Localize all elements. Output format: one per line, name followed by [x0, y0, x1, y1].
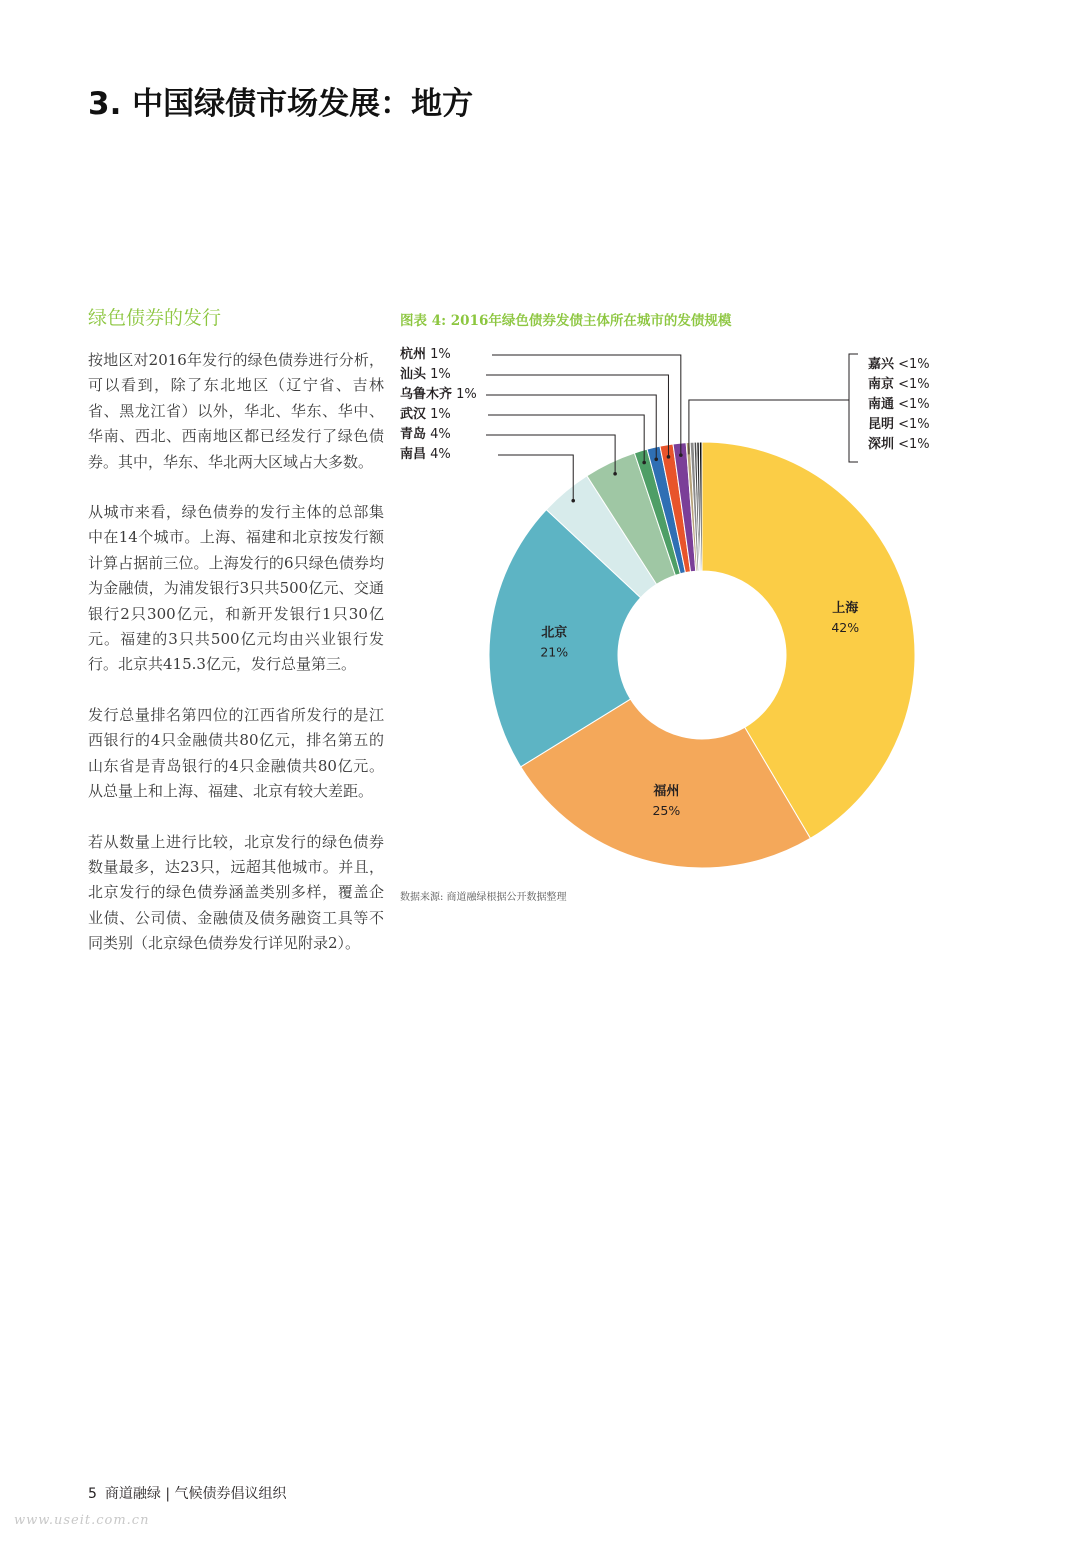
callout-right-12	[868, 415, 930, 435]
callout-left-5	[400, 405, 451, 425]
callout-left-6	[400, 385, 477, 405]
leader-dot-8	[679, 453, 683, 457]
callout-left-8	[400, 345, 451, 365]
slice-label-value-1: 25%	[652, 803, 681, 819]
leader-dot-4	[613, 472, 617, 476]
callout-value: <1%	[894, 397, 930, 412]
callout-name: 南通	[868, 397, 895, 412]
right-callout-bracket	[849, 354, 858, 462]
paragraph-quantity: 若从数量上进行比较，北京发行的绿色债券数量最多，达23只，远超其他城市。并且，北京发行的绿色债券涵盖类别多样，覆盖企业债、公司债、金融债及债务融资工具等不同类别（北京绿色债券发行详见附录2）。	[88, 832, 384, 953]
watermark: www.useit.com.cn	[14, 1513, 150, 1528]
callout-left-3	[400, 445, 451, 465]
page-number: 5	[88, 1486, 97, 1502]
slice-label-name-1: 福州	[653, 784, 680, 800]
leader-line-8	[492, 355, 681, 455]
leader-line-6	[486, 395, 656, 459]
slice-label-name-2: 北京	[541, 625, 568, 641]
callout-value: 1%	[426, 407, 451, 422]
callout-value: 1%	[426, 367, 451, 382]
callout-name: 乌鲁木齐	[400, 387, 453, 402]
page-title: 3. 中国绿债市场发展：地方	[88, 86, 474, 122]
callout-left-7	[400, 365, 451, 385]
callout-value: 4%	[426, 427, 451, 442]
footer-text: 商道融绿 | 气候债券倡议组织	[104, 1486, 287, 1502]
callout-right-11	[868, 395, 930, 415]
slice-label-value-2: 21%	[540, 644, 569, 660]
callout-name: 深圳	[868, 437, 895, 452]
slice-label-value-0: 42%	[831, 619, 860, 635]
callout-name: 南昌	[400, 447, 427, 462]
leader-dot-5	[642, 461, 646, 465]
slice-label-name-0: 上海	[832, 600, 859, 616]
leader-dot-7	[667, 455, 671, 459]
leader-line-3	[498, 455, 573, 501]
callout-name: 武汉	[400, 407, 427, 422]
callout-name: 南京	[868, 377, 895, 392]
callout-value: 4%	[426, 447, 451, 462]
callout-name: 青岛	[400, 427, 427, 442]
paragraph-city-analysis: 从城市来看，绿色债券的发行主体的总部集中在14个城市。上海、福建和北京按发行额计算占据前三位。上海发行的6只绿色债券均为金融债，为浦发银行3只共500亿元、交通银行2只300亿元，和新开发银行1只30亿元。福建的3只共500亿元均由兴业银行发行。北京共415.3亿元，发行总量第三。	[88, 503, 384, 674]
callout-right-9	[868, 355, 930, 375]
footer	[88, 1483, 287, 1503]
leader-line-4	[486, 435, 615, 474]
callout-value: <1%	[894, 357, 930, 372]
callout-name: 嘉兴	[868, 357, 895, 372]
callout-right-10	[868, 375, 930, 395]
source-note: 数据来源: 商道融绿根据公开数据整理	[400, 892, 567, 903]
callout-value: <1%	[894, 417, 930, 432]
paragraph-region-analysis: 按地区对2016年发行的绿色债券进行分析，可以看到，除了东北地区（辽宁省、吉林省、黑龙江省）以外，华北、华东、华中、华南、西北、西南地区都已经发行了绿色债券。其中，华东、华北两大区域占大多数。	[88, 351, 384, 471]
callout-right-13	[868, 435, 930, 455]
leader-dot-6	[654, 457, 658, 461]
paragraph-ranking: 发行总量排名第四位的江西省所发行的是江西银行的4只金融债共80亿元，排名第五的山东省是青岛银行的4只金融债共80亿元。从总量上和上海、福建、北京有较大差距。	[88, 705, 384, 801]
chart-title: 图表 4: 2016年绿色债券发债主体所在城市的发债规模	[400, 313, 732, 329]
callout-value: <1%	[894, 377, 930, 392]
section-heading: 绿色债券的发行	[88, 307, 222, 329]
callout-value: 1%	[426, 347, 451, 362]
callout-left-4	[400, 425, 451, 445]
callout-name: 昆明	[868, 417, 895, 432]
callout-name: 汕头	[400, 367, 427, 382]
callout-value: 1%	[452, 387, 477, 402]
leader-dot-3	[571, 499, 575, 503]
callout-name: 杭州	[400, 347, 427, 362]
leader-line-7	[486, 375, 668, 457]
callout-value: <1%	[894, 437, 930, 452]
